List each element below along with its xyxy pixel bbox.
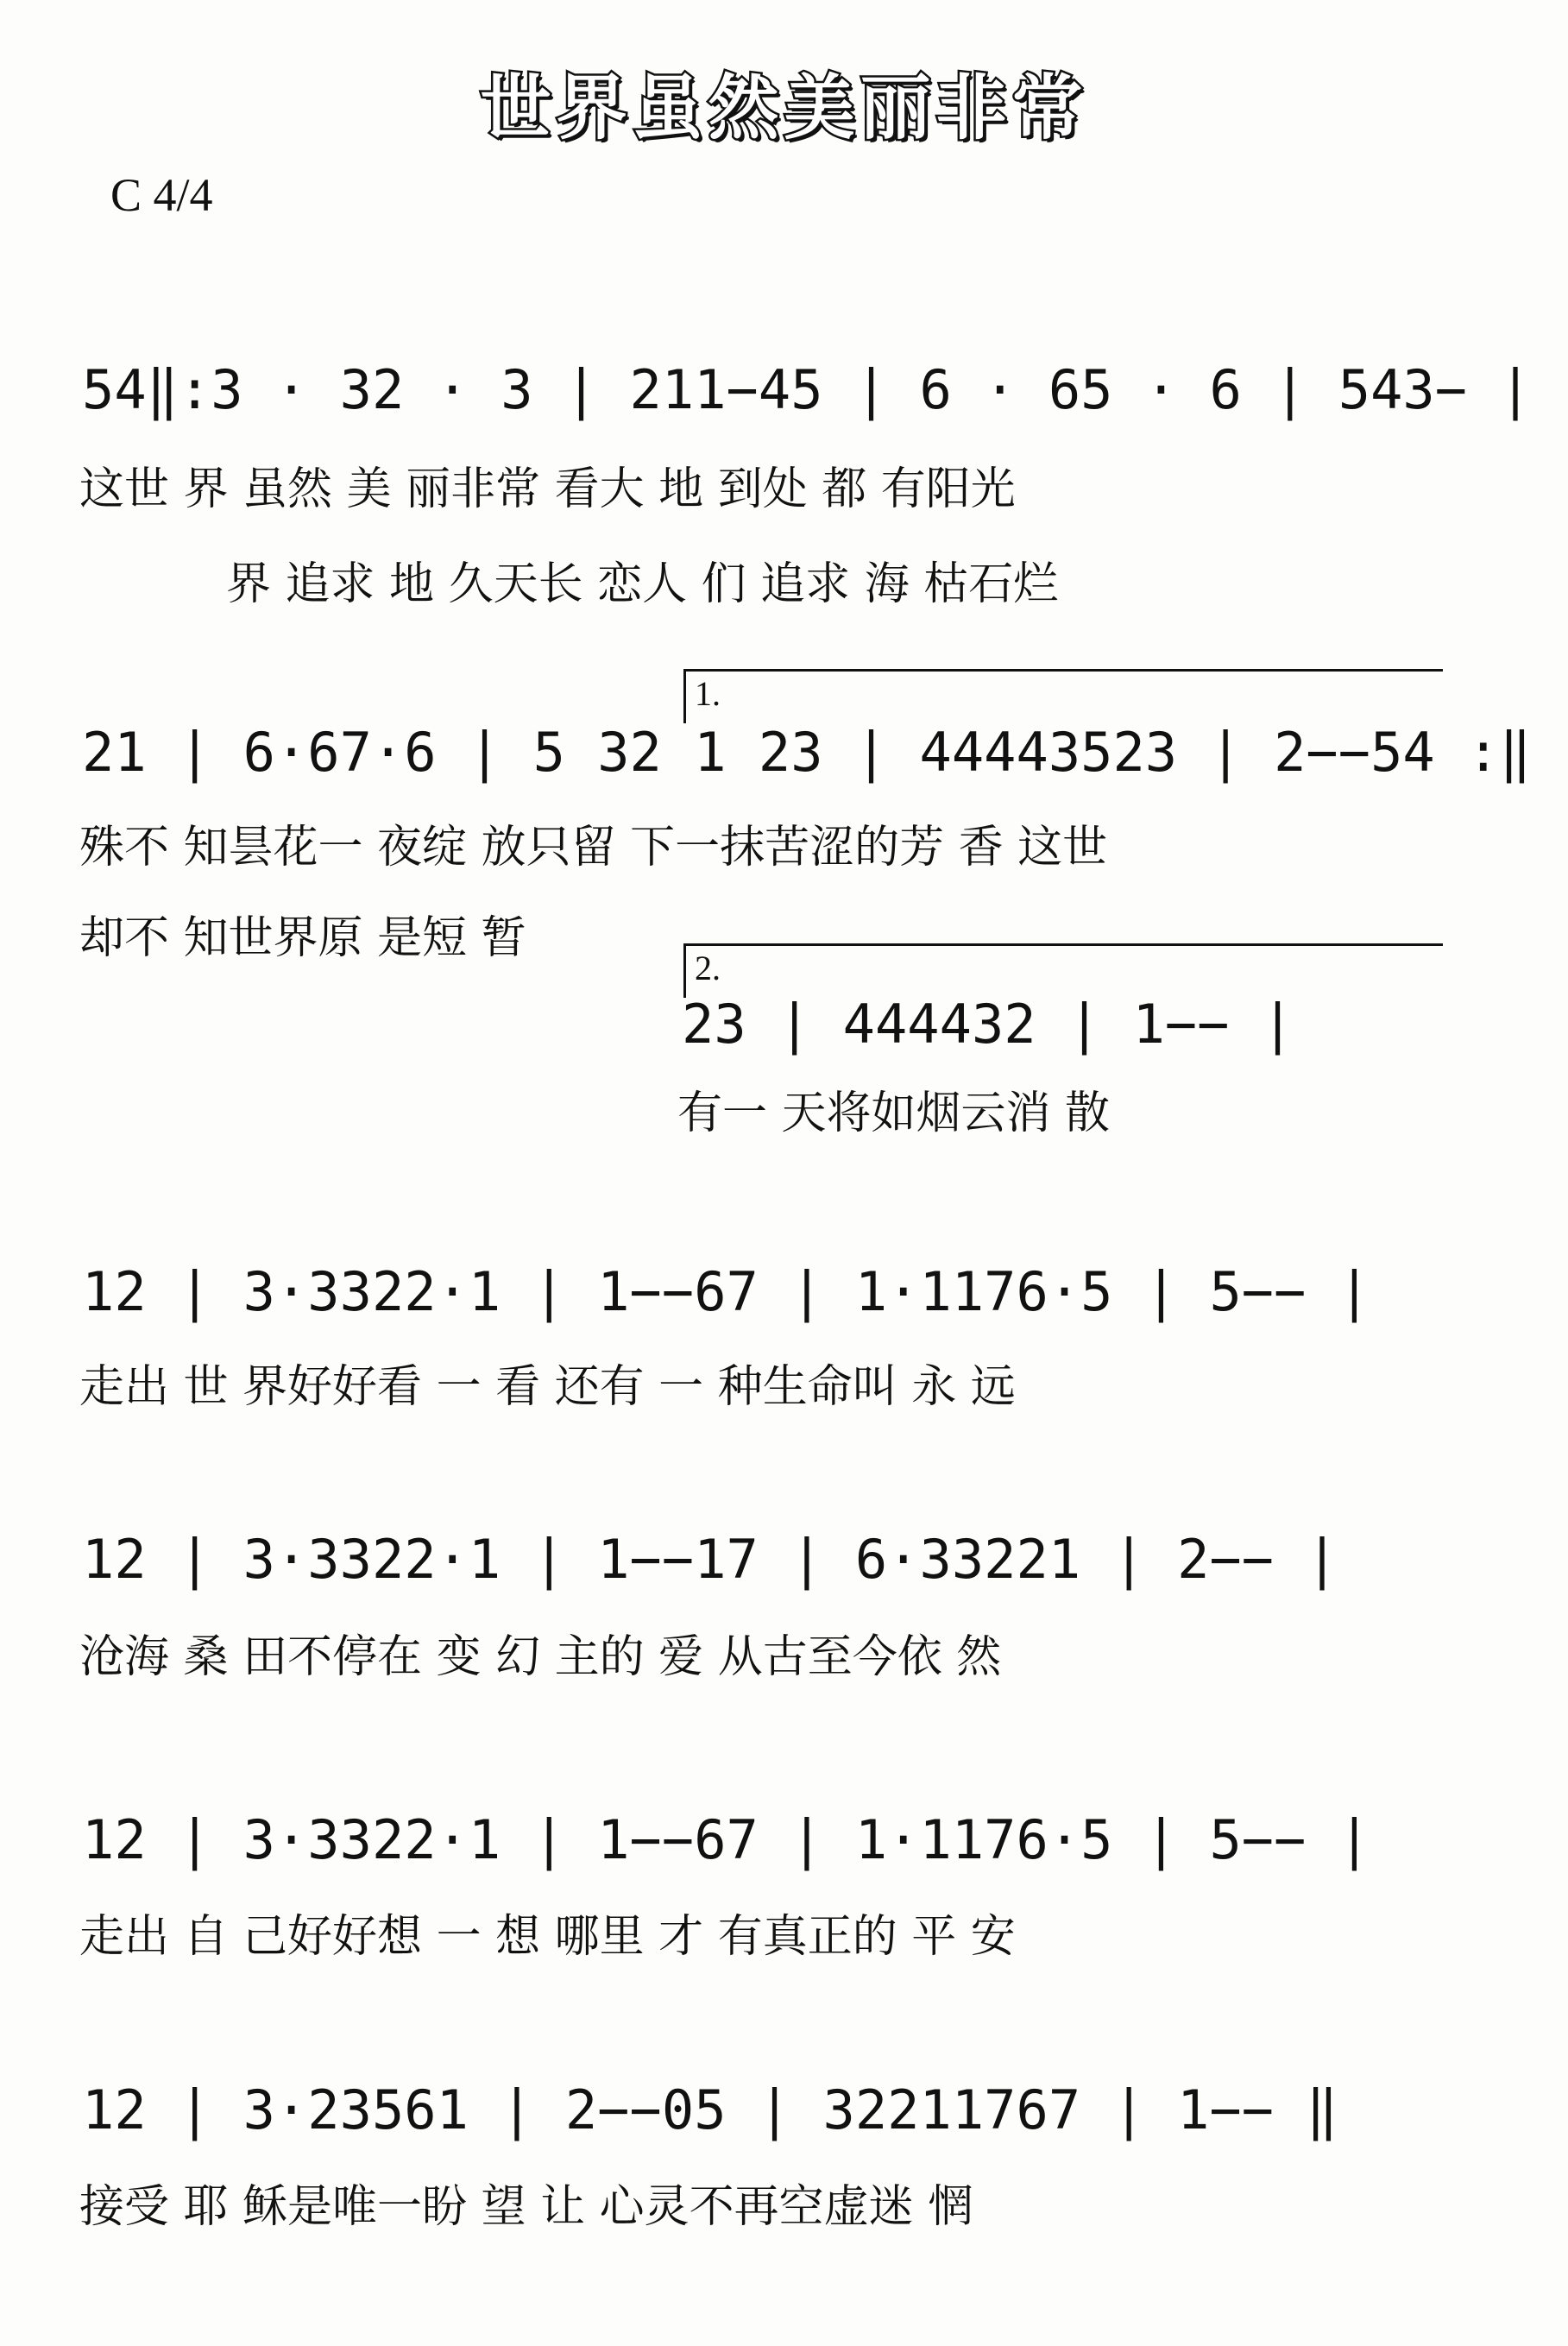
notation-line-5: 12 | 3·3322·1 | 1−−17 | 6·33221 | 2−− |	[82, 1528, 1338, 1591]
song-title: 世界虽然美丽非常	[480, 66, 1088, 149]
lyric-line-4: 走出 世 界好好看 一 看 还有 一 种生命叫 永 远	[79, 1361, 1016, 1413]
lyric-line-6: 走出 自 己好好想 一 想 哪里 才 有真正的 平 安	[79, 1911, 1016, 1963]
lyric-line-2a: 殊不 知昙花一 夜绽 放只留 下一抹苦涩的芳 香 这世	[79, 822, 1108, 873]
volta-second-ending	[683, 943, 1443, 998]
key-signature: C 4/4	[110, 169, 213, 221]
lyric-line-2b: 却不 知世界原 是短 暂	[79, 912, 526, 964]
lyric-line-7: 接受 耶 稣是唯一盼 望 让 心灵不再空虚迷 惘	[79, 2181, 973, 2233]
notation-line-6: 12 | 3·3322·1 | 1−−67 | 1·1176·5 | 5−− |	[82, 1808, 1371, 1871]
notation-line-3: 23 | 444432 | 1−− |	[682, 993, 1294, 1056]
notation-line-2: 21 | 6·67·6 | 5 32 1 23 | 44443523 | 2−−54 :‖	[82, 721, 1532, 784]
lyric-line-1a: 这世 界 虽然 美 丽非常 看大 地 到处 都 有阳光	[79, 464, 1016, 515]
notation-line-4: 12 | 3·3322·1 | 1−−67 | 1·1176·5 | 5−− |	[82, 1260, 1371, 1323]
lyric-line-3: 有一 天将如烟云消 散	[677, 1088, 1111, 1139]
lyric-line-1b: 界 追求 地 久天长 恋人 们 追求 海 枯石烂	[226, 558, 1059, 610]
notation-line-7: 12 | 3·23561 | 2−−05 | 32211767 | 1−− ‖	[82, 2078, 1338, 2141]
notation-line-1: 54‖:3 · 32 · 3 | 211−45 | 6 · 65 · 6 | 543− |	[82, 358, 1532, 421]
lyric-line-5: 沧海 桑 田不停在 变 幻 主的 爱 从古至今依 然	[79, 1631, 1002, 1683]
volta-1-label: 1.	[695, 674, 721, 713]
volta-first-ending	[683, 669, 1443, 723]
volta-2-label: 2.	[695, 949, 721, 987]
